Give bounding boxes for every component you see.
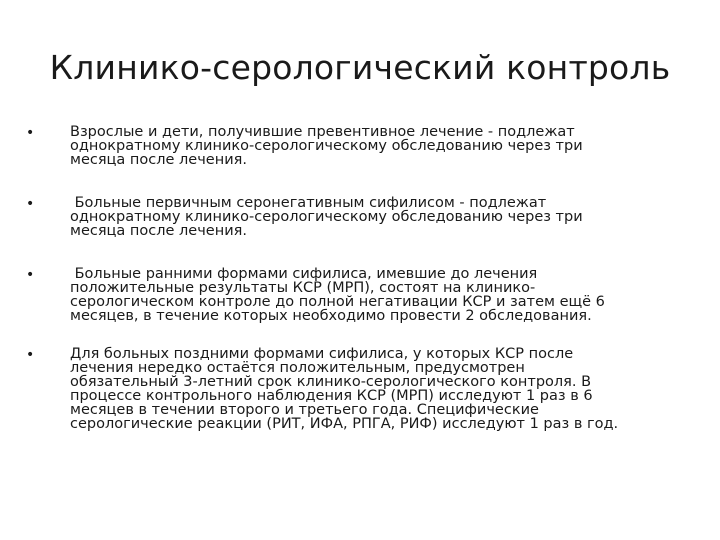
text-line: положительные результаты КСР (МРП), состоят на клинико-	[70, 280, 536, 296]
text-line: лечения нередко остаётся положительным, предусмотрен	[70, 360, 525, 376]
bullet-text	[70, 125, 686, 167]
bullet-dot-icon: •	[26, 196, 35, 212]
text-line: обязательный 3-летний срок клинико-серологического контроля. В	[70, 374, 592, 390]
bullet-item	[26, 125, 686, 167]
text-line: месяцев, в течение которых необходимо провести 2 обследования.	[70, 308, 592, 324]
text-line: Больные первичным серонегативным сифилисом - подлежат	[70, 195, 547, 211]
bullet-dot-icon: •	[26, 267, 35, 283]
text-line: месяца после лечения.	[70, 152, 247, 168]
text-line: серологические реакции (РИТ, ИФА, РПГА, РИФ) исследуют 1 раз в год.	[70, 416, 619, 432]
bullet-list	[26, 125, 686, 431]
bullet-text	[70, 347, 686, 431]
bullet-dot-icon: •	[26, 347, 35, 363]
bullet-dot-icon: •	[26, 125, 35, 141]
text-line: Больные ранними формами сифилиса, имевшие до лечения	[70, 266, 538, 282]
text-line: серологическом контроле до полной негативации КСР и затем ещё 6	[70, 294, 605, 310]
text-line: процессе контрольного наблюдения КСР (МРП) исследуют 1 раз в 6	[70, 388, 593, 404]
text-line: однократному клинико-серологическому обследованию через три	[70, 138, 583, 154]
text-line: месяца после лечения.	[70, 223, 247, 239]
slide-title: Клинико-серологический контроль	[49, 48, 671, 87]
text-line: Взрослые и дети, получившие превентивное лечение - подлежат	[70, 124, 575, 140]
bullet-text	[70, 267, 686, 323]
bullet-text	[70, 196, 686, 238]
bullet-item	[26, 267, 686, 323]
text-line: месяцев в течении второго и третьего года. Специфические	[70, 402, 539, 418]
bullet-item	[26, 347, 686, 431]
text-line: Для больных поздними формами сифилиса, у которых КСР после	[70, 346, 574, 362]
text-line: однократному клинико-серологическому обследованию через три	[70, 209, 583, 225]
bullet-item	[26, 196, 686, 238]
